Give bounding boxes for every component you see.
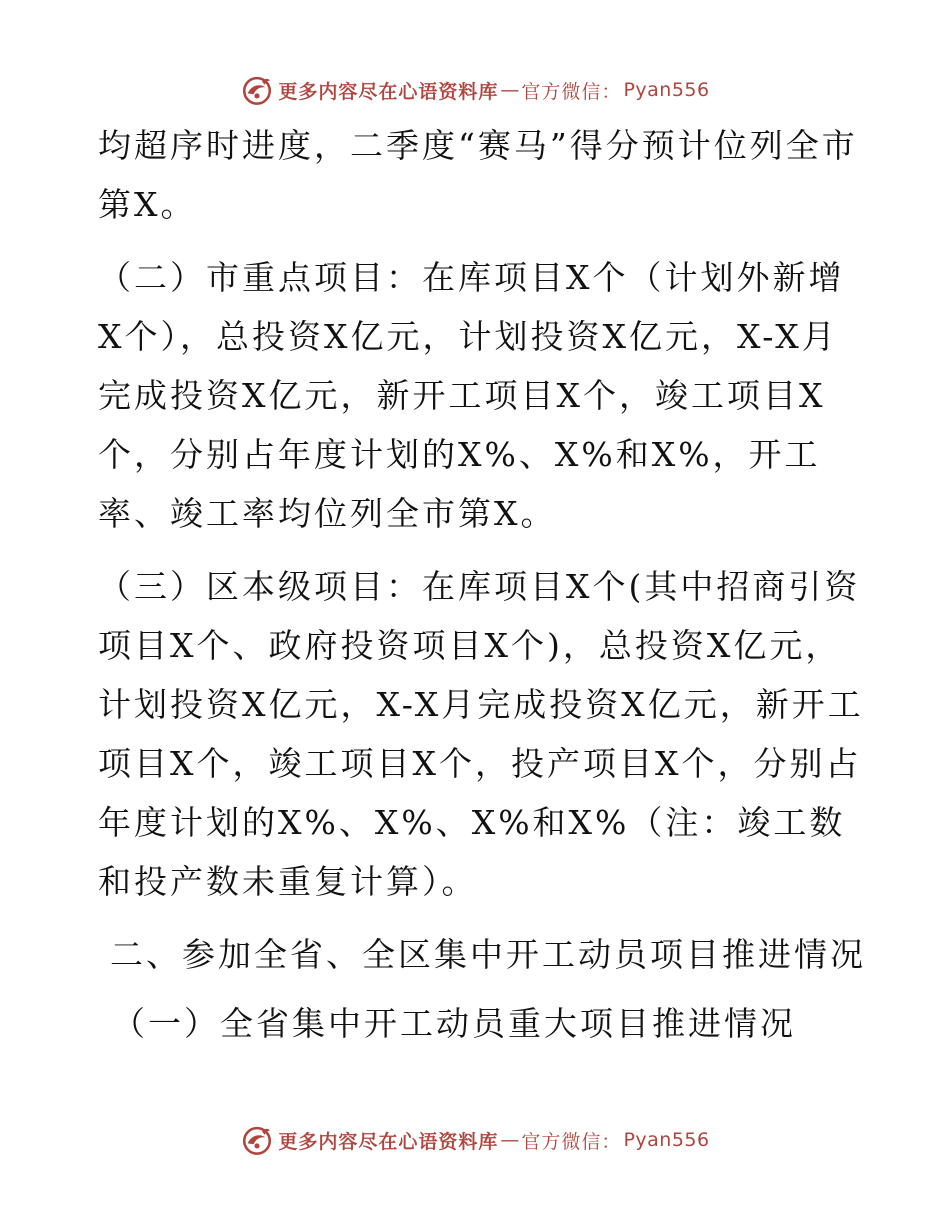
paragraph-1: 均超序时进度，二季度“赛马”得分预计位列全市第X。 (98, 126, 858, 224)
banner-wechat-handle: Pyan556 (623, 1129, 710, 1151)
section-heading: 二、参加全省、全区集中开工动员项目推进情况 (110, 935, 866, 974)
banner-dash: — (500, 79, 520, 101)
subsection-heading: （一）全省集中开工动员重大项目推进情况 (112, 1004, 796, 1043)
swan-logo-icon (240, 73, 274, 107)
banner-dash: — (500, 1129, 520, 1151)
footer-watermark-banner (0, 1120, 950, 1160)
banner-wechat-label: 官方微信： (521, 80, 622, 103)
banner-wechat-label: 官方微信： (521, 1130, 622, 1153)
paragraph-2: （二）市重点项目：在库项目X个（计划外新增X个），总投资X亿元，计划投资X亿元，X-X月完成投资X亿元，新开工项目X个，竣工项目X个，分别占年度计划的X%、X%和X%，开工率、竣工率均位列全市第X。 (98, 258, 845, 533)
banner-wechat-handle: Pyan556 (623, 79, 710, 101)
document-body (98, 116, 868, 1053)
paragraph-3: （三）区本级项目：在库项目X个(其中招商引资项目X个、政府投资项目X个)，总投资X亿元，计划投资X亿元，X-X月完成投资X亿元，新开工项目X个，竣工项目X个，投产项目X个，分别占年度计划的X%、X%、X%和X%（注：竣工数和投产数未重复计算）。 (98, 567, 864, 901)
banner-brand-text: 更多内容尽在心语资料库 (278, 1130, 499, 1153)
banner-brand-text: 更多内容尽在心语资料库 (278, 80, 499, 103)
swan-logo-icon (240, 1123, 274, 1157)
header-watermark-banner (0, 70, 950, 110)
